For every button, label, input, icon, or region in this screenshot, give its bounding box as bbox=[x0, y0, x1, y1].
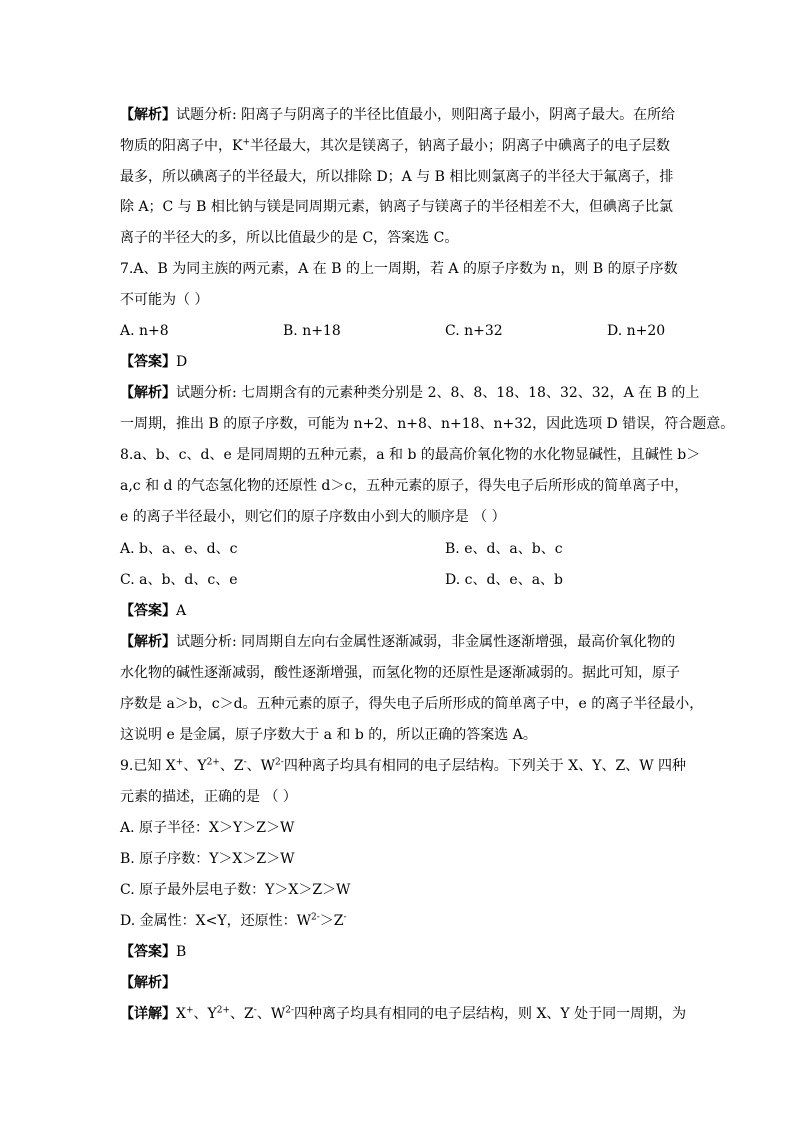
analysis-tag: 【解析】 bbox=[120, 107, 176, 123]
q6-analysis-line-3: 最多，所以碘离子的半径最大，所以排除 D；A 与 B 相比则氯离子的半径大于氟离子，排 bbox=[120, 169, 674, 185]
q9-option-c: C. 原子最外层电子数：Y＞X＞Z＞W bbox=[120, 882, 351, 898]
q8-option-c: C. a、b、d、c、e bbox=[120, 572, 238, 588]
q8-stem-line-2: a,c 和 d 的气态氢化物的还原性 d＞c，五种元素的原子，得失电子后所形成的简单离子中， bbox=[120, 478, 689, 494]
q9-analysis-heading: 【解析】 bbox=[120, 975, 176, 991]
q8-analysis-line-4: 这说明 e 是金属，原子序数大于 a 和 b 的，所以正确的答案选 A。 bbox=[120, 727, 537, 743]
q7-option-b: B. n+18 bbox=[283, 323, 341, 339]
q8-analysis-line-2: 水化物的碱性逐渐减弱，酸性逐渐增强，而氢化物的还原性是逐渐减弱的。据此可知，原子 bbox=[120, 665, 680, 681]
q8-stem-line-3: e 的离子半径最小，则它们的原子序数由小到大的顺序是 （ ） bbox=[120, 509, 506, 525]
q9-answer: 【答案】B bbox=[120, 944, 187, 960]
q9-stem-line-2: 元素的描述，正确的是 （ ） bbox=[120, 789, 297, 805]
q7-analysis-line-1: 【解析】试题分析: 七周期含有的元素种类分别是 2、8、8、18、18、32、32，A 在 B 的上 bbox=[120, 385, 700, 401]
q6-analysis-line-1: 【解析】试题分析: 阳离子与阴离子的半径比值最小，则阳离子最小，阴离子最大。在所给 bbox=[120, 107, 676, 123]
q7-answer: 【答案】D bbox=[120, 354, 188, 370]
q7-option-c: C. n+32 bbox=[445, 323, 503, 339]
q9-stem-line-1: 9.已知 X+、$Y^{2+}$、Z-、$W^{2-}$四种离子均具有相同的电子层结构。下列关于 X、Y、Z、W 四种 bbox=[120, 757, 687, 774]
q8-stem-line-1: 8.a、b、c、d、e 是同周期的五种元素，a 和 b 的最高价氧化物的水化物显碱性，且碱性 b＞ bbox=[120, 447, 701, 463]
q9-option-a: A. 原子半径：X＞Y＞Z＞W bbox=[120, 820, 295, 836]
q7-option-a: A. n+8 bbox=[120, 323, 169, 339]
q8-option-a: A. b、a、e、d、c bbox=[120, 541, 238, 557]
q9-option-b: B. 原子序数：Y＞X＞Z＞W bbox=[120, 851, 295, 867]
q8-option-b: B. e、d、a、b、c bbox=[445, 541, 563, 557]
q7-stem-line-2: 不可能为（ ） bbox=[120, 292, 209, 308]
q9-detail-line-1: 【详解】X+、$Y^{2+}$、Z-、$W^{2-}$四种离子均具有相同的电子层结构，则 X、Y 处于同一周期，为 bbox=[120, 1005, 687, 1022]
q7-stem-line-1: 7.A、B 为同主族的两元素，A 在 B 的上一周期，若 A 的原子序数为 n，则 B 的原子序数 bbox=[120, 261, 678, 277]
q6-analysis-line-4: 除 A；C 与 B 相比钠与镁是同周期元素，钠离子与镁离子的半径相差不大，但碘离子比氯 bbox=[120, 199, 673, 215]
q8-analysis-line-3: 序数是 a＞b，c＞d。五种元素的原子，得失电子后所形成的简单离子中，e 的离子半径最小， bbox=[120, 696, 704, 712]
q9-option-d: D. 金属性：X<Y，还原性：$W^{2-}>Z^-$ bbox=[120, 912, 347, 929]
q7-option-d: D. n+20 bbox=[607, 323, 666, 339]
q6-analysis-line-2: 物质的阳离子中，K+半径最大，其次是镁离子，钠离子最小；阴离子中碘离子的电子层数 bbox=[120, 137, 671, 154]
q7-analysis-line-2: 一周期，推出 B 的原子序数，可能为 n+2、n+8、n+18、n+32，因此选项 D 错误，符合题意。 bbox=[120, 416, 735, 432]
q8-answer: 【答案】A bbox=[120, 603, 187, 619]
q8-analysis-line-1: 【解析】试题分析: 同周期自左向右金属性逐渐减弱，非金属性逐渐增强，最高价氧化物的 bbox=[120, 634, 676, 650]
q6-analysis-line-5: 离子的半径大的多，所以比值最少的是 C，答案选 C。 bbox=[120, 230, 459, 246]
q8-option-d: D. c、d、e、a、b bbox=[445, 572, 564, 588]
